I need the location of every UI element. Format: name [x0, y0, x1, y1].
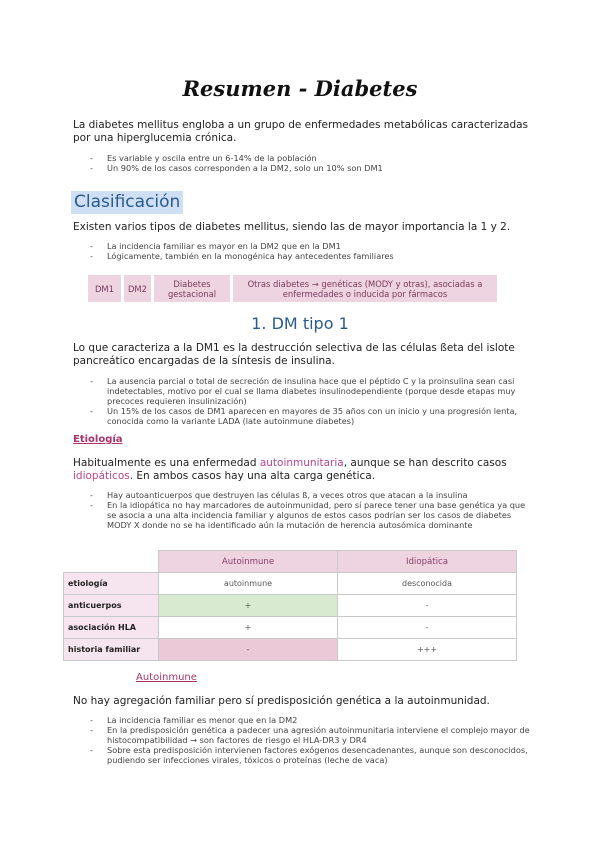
table-cell: - — [159, 639, 338, 661]
text-run: Habitualmente es una enfermedad — [73, 457, 260, 469]
row-label: historia familiar — [64, 639, 159, 661]
row-label: etiología — [64, 573, 159, 595]
table-row — [64, 595, 517, 617]
type-dm1: DM1 — [88, 275, 121, 302]
row-label: anticuerpos — [64, 595, 159, 617]
list-item: - Sobre esta predisposición intervienen factores exógenos desencadenantes, aunque son desconocidos, pudiendo ser infecciones virales, tóxicos o proteínas (leche de vaca) — [90, 745, 530, 765]
table-cell: +++ — [338, 639, 517, 661]
etiologia-heading: Etiología — [73, 434, 123, 445]
list-item: - En la idiopática no hay marcadores de autoinmunidad, pero sí parece tener una base genética ya que se asocia a una alta incidencia familiar y algunos de estos casos podrían ser los casos de diabetes MODY X donde no se ha identificado aún la mutación de herencia autosómica dominante — [90, 500, 530, 530]
etiologia-paragraph — [73, 457, 533, 482]
list-item: - Lógicamente, también en la monogénica hay antecedentes familiares — [90, 251, 530, 261]
list-item: - La incidencia familiar es menor que en la DM2 — [90, 715, 530, 725]
text-run: , aunque se han descrito casos — [343, 457, 507, 469]
text-run: . En ambos casos hay una alta carga genética. — [129, 469, 376, 482]
comparison-table — [63, 550, 517, 661]
list-item: - La incidencia familiar es mayor en la DM2 que en la DM1 — [90, 241, 530, 251]
type-gestacional: Diabetes gestacional — [154, 275, 230, 302]
autoinmune-heading: Autoinmune — [136, 672, 197, 683]
table-header: Idiopática — [338, 551, 517, 573]
list-item: - Hay autoanticuerpos que destruyen las células ß, a veces otros que atacan a la insulina — [90, 490, 530, 500]
highlight-autoinmunitaria: autoinmunitaria — [259, 457, 344, 469]
table-cell: autoinmune — [159, 573, 338, 595]
intro-paragraph: La diabetes mellitus engloba a un grupo de enfermedades metabólicas caracterizadas por una hiperglucemia crónica. — [73, 119, 529, 144]
dm1-paragraph: Lo que caracteriza a la DM1 es la destrucción selectiva de las células ßeta del islote pancreático encargadas de la síntesis de insulina. — [73, 342, 515, 367]
clasificacion-paragraph: Existen varios tipos de diabetes mellitus, siendo las de mayor importancia la 1 y 2. — [73, 221, 511, 233]
table-cell: - — [338, 595, 517, 617]
table-row — [64, 617, 517, 639]
list-item: - En la predisposición genética a padecer una agresión autoinmunitaria interviene el complejo mayor de histocompatibilidad → son factores de riesgo el HLA-DR3 y DR4 — [90, 725, 530, 745]
intro-list — [90, 153, 530, 173]
type-dm2: DM2 — [124, 275, 151, 302]
list-item: - La ausencia parcial o total de secreción de insulina hace que el péptido C y la proinsulina sean casi indetectables, motivo por el cual se llama diabetes insulinodependiente (porque desde etapas muy precoces requieren insulinización) — [90, 376, 530, 406]
section-heading-clasificacion: Clasificación — [71, 191, 183, 214]
highlight-idiopaticos: idiopáticos — [73, 469, 130, 482]
type-otras: Otras diabetes → genéticas (MODY y otras), asociadas a enfermedades o inducida por fármacos — [233, 275, 497, 302]
autoinmune-paragraph: No hay agregación familiar pero sí predisposición genética a la autoinmunidad. — [73, 695, 490, 707]
autoinmune-list — [90, 715, 530, 765]
table-header-row — [64, 551, 517, 573]
section-heading-dm1: 1. DM tipo 1 — [251, 314, 349, 333]
etiologia-list — [90, 490, 530, 530]
table-cell: + — [159, 595, 338, 617]
diabetes-types-bar — [88, 275, 500, 302]
document-title: Resumen - Diabetes — [182, 76, 418, 101]
row-label: asociación HLA — [64, 617, 159, 639]
table-corner — [64, 551, 159, 573]
list-item: - Es variable y oscila entre un 6-14% de la población — [90, 153, 530, 163]
table-header: Autoinmune — [159, 551, 338, 573]
list-item: - Un 15% de los casos de DM1 aparecen en mayores de 35 años con un inicio y una progresión lenta, conocida como la variante LADA (late autoinmune diabetes) — [90, 406, 530, 426]
list-item: - Un 90% de los casos corresponden a la DM2, solo un 10% son DM1 — [90, 163, 530, 173]
dm1-list — [90, 376, 530, 426]
table-cell: desconocida — [338, 573, 517, 595]
table-cell: - — [338, 617, 517, 639]
clasificacion-list — [90, 241, 530, 261]
table-row — [64, 639, 517, 661]
table-row — [64, 573, 517, 595]
table-cell: + — [159, 617, 338, 639]
